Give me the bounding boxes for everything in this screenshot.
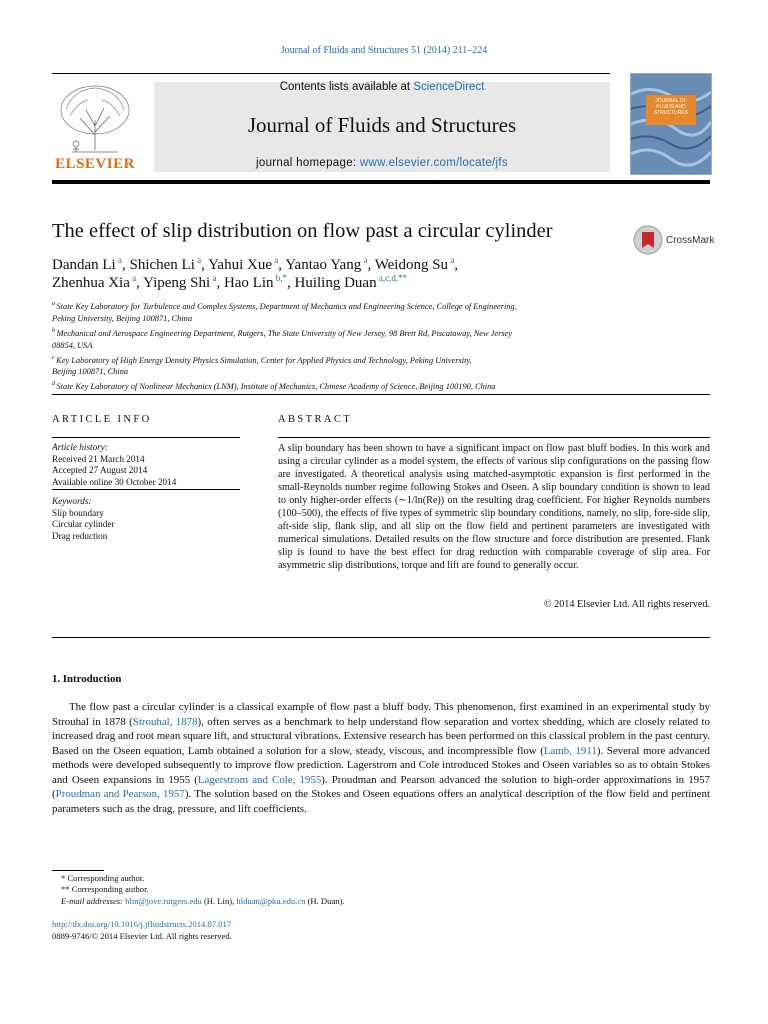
email-owner-lin: (H. Lin),	[201, 896, 237, 906]
author-affiliation-mark[interactable]: a	[115, 255, 122, 265]
author-name: Dandan Li	[52, 257, 116, 273]
affiliation-text: Beijing 100871, China	[52, 367, 129, 377]
affiliation-mark: c	[52, 354, 57, 361]
section-rule	[52, 637, 710, 638]
affiliation-line	[52, 378, 652, 393]
homepage-prefix: journal homepage:	[256, 157, 360, 169]
author-name: Huiling Duan	[294, 275, 377, 291]
affiliation-text: State Key Laboratory of Nonlinear Mechanics (LNM), Institute of Mechanics, Chinese Academy of Science, Beijing 100190, China	[56, 382, 496, 392]
author-name: Weidong Su	[374, 257, 449, 273]
email-link-lin[interactable]: hlin@jove.rutgers.edu	[125, 896, 202, 906]
author-name: Yipeng Shi	[143, 275, 211, 291]
history-label: Article history:	[52, 442, 108, 452]
author-affiliation-mark[interactable]: a	[361, 255, 368, 265]
author-affiliation-mark[interactable]: a	[448, 255, 455, 265]
affiliation-text: Peking University, Beijing 100871, China	[52, 313, 193, 323]
affiliation-line	[52, 298, 652, 313]
keyword: Circular cylinder	[52, 519, 115, 530]
section-rule	[52, 394, 710, 395]
author-name: Yahui Xue	[208, 257, 272, 273]
affiliation-text: State Key Laboratory for Turbulence and Complex Systems, Department of Mechanics and Engineering Science, College of Engineering,	[56, 301, 517, 311]
body-text: ). The solution based on the Stokes and Oseen equations offers an analytical description of the flow field and pertinent parameters such as the drag, pressure, and lift coefficients.	[52, 788, 710, 815]
author-affiliation-mark[interactable]: a	[272, 255, 279, 265]
keyword: Slip boundary	[52, 507, 104, 518]
contents-line	[154, 81, 610, 93]
email-owner-duan: (H. Duan).	[305, 896, 345, 906]
affiliation-line	[52, 340, 652, 352]
affiliations	[52, 298, 652, 393]
journal-citation[interactable]: Journal of Fluids and Structures 51 (2014) 211–224	[280, 45, 488, 56]
author-name: Hao Lin	[223, 275, 274, 291]
keywords-label: Keywords:	[52, 496, 92, 506]
contents-prefix: Contents lists available at	[279, 81, 414, 93]
affiliation-line	[52, 366, 652, 378]
publisher-name: ELSEVIER	[55, 156, 135, 172]
introduction-heading: 1. Introduction	[52, 673, 122, 685]
homepage-line	[154, 157, 610, 169]
affiliation-text: Mechanical and Aerospace Engineering Department, Rutgers, The State University of New Jersey, 98 Brett Rd, Piscataway, New Jersey	[56, 328, 513, 338]
reference-link[interactable]: Proudman and Pearson, 1957	[55, 788, 185, 800]
author-affiliation-mark[interactable]: a	[194, 255, 202, 265]
keywords-rule	[52, 489, 240, 490]
header-rule-thick	[52, 180, 710, 184]
author-affiliation-mark[interactable]: a	[210, 273, 217, 283]
journal-cover-image	[630, 73, 712, 175]
reference-link[interactable]: Strouhal, 1878	[132, 715, 198, 728]
article-history	[52, 442, 242, 488]
author-name: Yantao Yang	[285, 257, 362, 273]
header-rule-top	[52, 73, 610, 74]
body-text: The flow past a circular cylinder is a classical example of flow past a bluff body. This phenomenon, first examined in an experimental study by Strouhal in 1878 (	[52, 701, 710, 728]
history-online: Available online 30 October 2014	[52, 476, 177, 487]
affiliation-mark: a	[52, 301, 57, 307]
issn-copyright: 0889-9746/© 2014 Elsevier Ltd. All rights reserved.	[52, 931, 232, 941]
introduction-paragraph	[52, 700, 710, 816]
article-title: The effect of slip distribution on flow past a circular cylinder	[52, 220, 553, 242]
author-name: Shichen Li	[129, 257, 195, 273]
abstract-text: A slip boundary has been shown to have a significant impact on flow past bluff bodies. In this work and using a circular cylinder as a model system, the effects of various slip configurations on the passing flow are investigated. A theoretical analysis using matched-asymptotic expansion is first performed in the small-Reynolds number regime following Stokes and Oseen. A slip boundary condition is shown to lead to only higher-order effects (∼1/ln(Re)) on the resulting drag coefficient. For higher Reynolds numbers (100–500), the effects of five types of symmetric slip boundary conditions, namely, no slip, fore-side slip, aft-side slip, flank slip, and all slip on the flow field and pertinent parameters are investigated with numerical simulations. Detailed results on the flow structure and force distribution are presented. Flank slip is found to have the best effect for drag reduction with comparable coverage of slip area. For asymmetric slip distributions, torque and lift are found to generally occur.	[278, 443, 710, 571]
abstract-rule	[278, 437, 710, 438]
body-text: ). Proudman and Pearson advanced the solution to high-order approximations in 1957 (	[52, 773, 710, 800]
author-list-line-2: Zhenhua Xia $^a$, Yipeng Shi $^a$, Hao Lin $^{b,*}$, Huiling Duan $^{a,c,d,**}$	[52, 273, 408, 291]
article-info-rule	[52, 437, 240, 438]
affiliation-line	[52, 352, 652, 367]
body-text: ), often serves as a benchmark to help understand flow separation and vortex shedding, which are closely related to increased drag and root mean square lift, and structural vibrations. Extensive research has been performed on this classical problem in the past century. Based on the Oseen equation, Lamb obtained a solution for a slow, steady, viscous, and incompressible flow (	[52, 715, 710, 757]
doi-link[interactable]: http://dx.doi.org/10.1016/j.jfluidstructs.2014.07.017	[52, 919, 232, 929]
history-accepted: Accepted 27 August 2014	[52, 465, 148, 476]
crossmark-label[interactable]: CrossMark	[666, 235, 715, 246]
author-name: Zhenhua Xia	[52, 275, 130, 291]
affiliation-mark: b	[52, 327, 57, 334]
reference-link[interactable]: Lagerstrom and Cole, 1955	[197, 773, 322, 786]
author-affiliation-mark[interactable]: a	[129, 273, 137, 283]
journal-name: Journal of Fluids and Structures	[247, 113, 517, 137]
cover-title: JOURNAL OF FLUIDS AND STRUCTURES	[646, 95, 696, 125]
homepage-link[interactable]: www.elsevier.com/locate/jfs	[359, 157, 508, 169]
footnote-corresponding-2: ** Corresponding author.	[61, 884, 149, 894]
keywords-block	[52, 496, 242, 542]
email-link-duan[interactable]: hlduan@pku.edu.cn	[236, 896, 306, 906]
sciencedirect-link[interactable]: ScienceDirect	[413, 81, 485, 93]
affiliation-mark: d	[52, 381, 57, 388]
footnote-rule	[52, 870, 104, 871]
keyword: Drag reduction	[52, 530, 108, 541]
body-text: ). Several more advanced methods were developed subsequently to improve flow prediction. Lagerstrom and Cole introduced Stokes and Oseen variables so as to obtain Stokes and Oseen expansions in 1955 (	[52, 744, 710, 786]
affiliation-line	[52, 313, 652, 325]
affiliation-text: 08854, USA	[52, 340, 93, 350]
abstract-heading: ABSTRACT	[278, 414, 353, 425]
affiliation-text: Key Laboratory of High Energy Density Physics Simulation, Center for Applied Physics and Technology, Peking University,	[56, 355, 472, 365]
history-received: Received 21 March 2014	[52, 453, 145, 464]
abstract-copyright: © 2014 Elsevier Ltd. All rights reserved.	[543, 599, 710, 610]
author-list-line-1: Dandan Li $^a$, Shichen Li $^a$, Yahui Xue $^a$, Yantao Yang $^a$, Weidong Su $^a$,	[52, 255, 459, 273]
author-affiliation-mark[interactable]: b,*	[273, 273, 288, 283]
footnote-emails	[61, 896, 345, 906]
author-affiliation-mark[interactable]: a,c,d,**	[376, 273, 408, 283]
affiliation-line	[52, 325, 652, 340]
reference-link[interactable]: Lamb, 1911	[543, 744, 597, 757]
footnote-corresponding-1: * Corresponding author.	[61, 873, 145, 883]
email-label: E-mail addresses:	[61, 896, 126, 906]
article-info-heading: ARTICLE INFO	[52, 414, 152, 425]
